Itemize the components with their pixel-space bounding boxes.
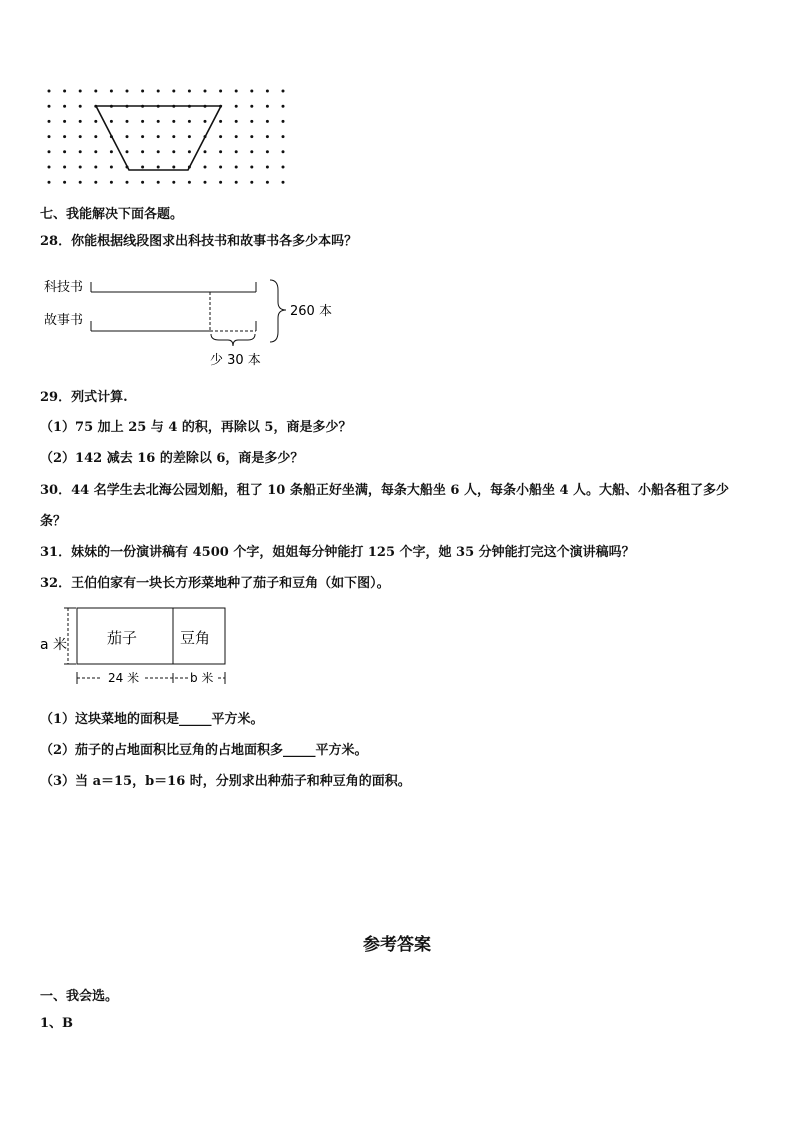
grid-dot bbox=[282, 105, 285, 108]
grid-dot bbox=[219, 135, 222, 138]
grid-dot bbox=[63, 135, 66, 138]
grid-dot bbox=[235, 150, 238, 153]
len-eggplant-label: 24 米 bbox=[108, 671, 140, 685]
grid-dot bbox=[266, 166, 269, 169]
grid-dot bbox=[266, 181, 269, 184]
grid-dot bbox=[266, 135, 269, 138]
grid-dot bbox=[172, 135, 175, 138]
grid-dot bbox=[188, 135, 191, 138]
q29-title: 29．列式计算. bbox=[40, 390, 128, 405]
grid-dot bbox=[48, 166, 51, 169]
grid-dot bbox=[188, 90, 191, 93]
grid-dot bbox=[48, 120, 51, 123]
grid-dot bbox=[79, 105, 82, 108]
grid-dot bbox=[204, 120, 207, 123]
grid-dot bbox=[48, 90, 51, 93]
eggplant-label: 茄子 bbox=[107, 629, 138, 647]
grid-dot bbox=[235, 120, 238, 123]
grid-dot bbox=[94, 150, 97, 153]
grid-dot bbox=[157, 120, 160, 123]
grid-dot bbox=[63, 181, 66, 184]
grid-dot bbox=[172, 150, 175, 153]
grid-dot bbox=[141, 150, 144, 153]
grid-dot bbox=[141, 181, 144, 184]
len-beans-label: b 米 bbox=[190, 671, 214, 685]
label-story-books: 故事书 bbox=[44, 313, 84, 328]
grid-dot bbox=[250, 181, 253, 184]
q29-part1: （1）75 加上 25 与 4 的积，再除以 5，商是多少？ bbox=[40, 420, 352, 435]
section7-heading: 七、我能解决下面各题。 bbox=[40, 207, 184, 222]
grid-dot bbox=[204, 150, 207, 153]
grid-dot bbox=[94, 166, 97, 169]
grid-dot bbox=[282, 90, 285, 93]
grid-dot bbox=[79, 135, 82, 138]
grid-dot bbox=[282, 135, 285, 138]
q32-part2: （2）茄子的占地面积比豆角的占地面积多_____平方米。 bbox=[40, 743, 368, 758]
grid-dot bbox=[79, 166, 82, 169]
grid-dot bbox=[79, 181, 82, 184]
grid-dot bbox=[219, 150, 222, 153]
difference-brace bbox=[211, 334, 255, 346]
q32-part1: （1）这块菜地的面积是_____平方米。 bbox=[40, 712, 264, 727]
grid-dot bbox=[126, 135, 129, 138]
q29-part2: （2）142 减去 16 的差除以 6，商是多少？ bbox=[40, 451, 304, 466]
grid-dot bbox=[282, 181, 285, 184]
grid-dot bbox=[126, 90, 129, 93]
side-a-label: a 米 bbox=[40, 637, 68, 653]
q32-field-diagram bbox=[38, 602, 238, 690]
grid-dot bbox=[235, 90, 238, 93]
grid-dot bbox=[63, 105, 66, 108]
grid-dot bbox=[48, 150, 51, 153]
grid-dot bbox=[204, 90, 207, 93]
grid-dot bbox=[235, 105, 238, 108]
grid-dot bbox=[219, 166, 222, 169]
grid-dot bbox=[282, 150, 285, 153]
grid-dot bbox=[219, 120, 222, 123]
grid-dot bbox=[94, 120, 97, 123]
grid-dot bbox=[204, 166, 207, 169]
grid-dot bbox=[250, 135, 253, 138]
difference-label: 少 30 本 bbox=[210, 353, 261, 368]
grid-dot bbox=[250, 90, 253, 93]
grid-dot bbox=[266, 150, 269, 153]
grid-dot bbox=[157, 166, 160, 169]
grid-dot bbox=[282, 166, 285, 169]
grid-dot bbox=[63, 90, 66, 93]
label-science-books: 科技书 bbox=[44, 280, 84, 295]
grid-dot bbox=[63, 150, 66, 153]
q32-part3: （3）当 a＝15，b＝16 时，分别求出种茄子和种豆角的面积。 bbox=[40, 774, 411, 789]
grid-dot bbox=[266, 120, 269, 123]
q30-line2: 条？ bbox=[40, 514, 67, 529]
grid-dot bbox=[157, 135, 160, 138]
grid-dot bbox=[141, 90, 144, 93]
q28-line-segment-diagram bbox=[40, 270, 350, 374]
q28-text: 28．你能根据线段图求出科技书和故事书各多少本吗？ bbox=[40, 234, 358, 249]
grid-dot bbox=[188, 120, 191, 123]
grid-dot bbox=[157, 90, 160, 93]
total-label: 260 本 bbox=[290, 304, 332, 319]
grid-dot bbox=[219, 90, 222, 93]
grid-dot bbox=[48, 135, 51, 138]
grid-dot bbox=[235, 166, 238, 169]
grid-dot bbox=[172, 166, 175, 169]
grid-dot bbox=[63, 166, 66, 169]
grid-dot bbox=[110, 120, 113, 123]
grid-dot bbox=[188, 150, 191, 153]
q30-line1: 30．44 名学生去北海公园划船，租了 10 条船正好坐满，每条大船坐 6 人，每条小船坐 4 人。大船、小船各租了多少 bbox=[40, 483, 730, 498]
grid-dot bbox=[250, 120, 253, 123]
grid-dot bbox=[235, 135, 238, 138]
grid-dot bbox=[204, 181, 207, 184]
grid-dot bbox=[48, 181, 51, 184]
grid-dot bbox=[235, 181, 238, 184]
grid-dot bbox=[94, 181, 97, 184]
grid-dot bbox=[79, 150, 82, 153]
dot-grid-trapezoid bbox=[40, 84, 300, 194]
grid-dot bbox=[79, 120, 82, 123]
grid-dot bbox=[110, 181, 113, 184]
beans-label: 豆角 bbox=[180, 629, 211, 647]
grid-dot bbox=[79, 90, 82, 93]
total-brace bbox=[270, 280, 286, 342]
grid-dot bbox=[250, 166, 253, 169]
grid-dot bbox=[126, 181, 129, 184]
grid-dot bbox=[172, 181, 175, 184]
grid-dot bbox=[94, 90, 97, 93]
grid-dot bbox=[157, 150, 160, 153]
grid-dot bbox=[110, 150, 113, 153]
q31-text: 31．妹妹的一份演讲稿有 4500 个字，姐姐每分钟能打 125 个字，她 35 分钟能打完这个演讲稿吗？ bbox=[40, 545, 635, 560]
q32-text: 32．王伯伯家有一块长方形菜地种了茄子和豆角（如下图）。 bbox=[40, 576, 390, 591]
grid-dot bbox=[172, 90, 175, 93]
grid-dot bbox=[141, 135, 144, 138]
grid-dot bbox=[126, 150, 129, 153]
answers-section1: 一、我会选。 bbox=[40, 989, 119, 1004]
grid-dot bbox=[126, 120, 129, 123]
grid-dot bbox=[63, 120, 66, 123]
answers-title: 参考答案 bbox=[363, 935, 431, 955]
grid-dot bbox=[188, 181, 191, 184]
grid-dot bbox=[219, 181, 222, 184]
grid-dot bbox=[266, 105, 269, 108]
grid-dot bbox=[157, 181, 160, 184]
grid-dot bbox=[141, 166, 144, 169]
grid-dot bbox=[250, 150, 253, 153]
grid-dot bbox=[110, 166, 113, 169]
grid-dot bbox=[94, 135, 97, 138]
grid-dot bbox=[48, 105, 51, 108]
answer-1: 1、B bbox=[40, 1016, 74, 1031]
grid-dot bbox=[141, 120, 144, 123]
grid-dot bbox=[172, 120, 175, 123]
science-segment bbox=[91, 282, 256, 292]
story-segment bbox=[91, 292, 256, 331]
grid-dot bbox=[250, 105, 253, 108]
grid-dot bbox=[282, 120, 285, 123]
grid-dot bbox=[266, 90, 269, 93]
grid-dot bbox=[110, 90, 113, 93]
